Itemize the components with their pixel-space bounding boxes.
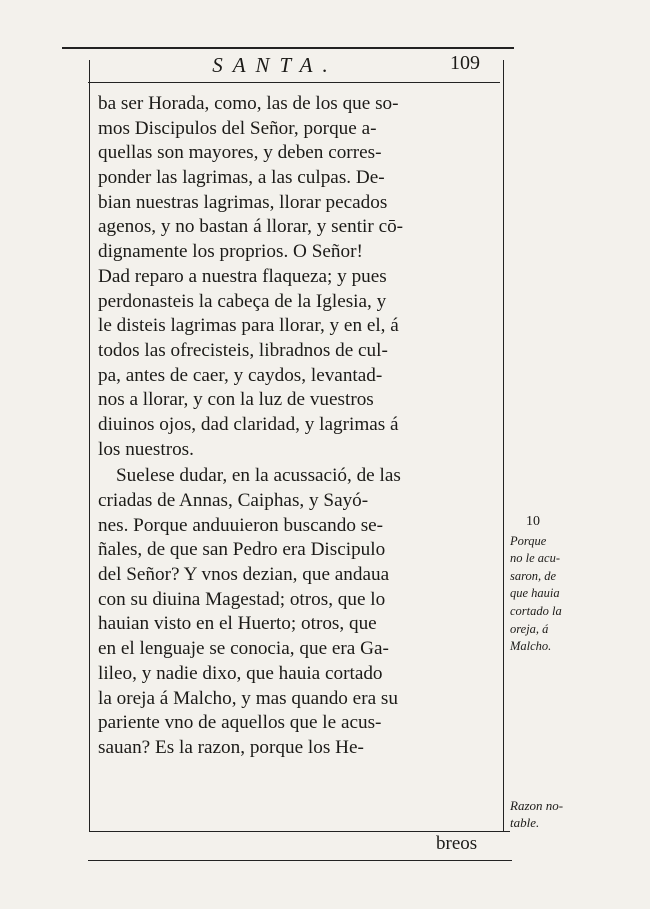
text-line: todos las ofrecisteis, libradnos de cul- [98, 339, 388, 361]
text-line: le disteis lagrimas para llorar, y en el, á [98, 315, 399, 337]
text-line: perdonasteis la cabeça de la Iglesia, y [98, 290, 387, 312]
text-line: quellas son mayores, y deben corres- [98, 142, 382, 164]
margin-note-line: oreja, á [510, 621, 549, 636]
text-line: dignamente los proprios. O Señor! [98, 241, 363, 263]
right-frame-rule [503, 60, 504, 832]
text-line: en el lenguaje se conocia, que era Ga- [98, 638, 389, 660]
text-line: agenos, y no bastan á llorar, y sentir cō- [98, 216, 404, 238]
text-line: Dad reparo a nuestra flaqueza; y pues [98, 265, 387, 287]
text-line: sauan? Es la razon, porque los He- [98, 736, 364, 758]
bottom-rule [90, 831, 510, 832]
margin-note-line: que hauia [510, 586, 560, 601]
margin-note-line: no le acu- [510, 551, 560, 566]
margin-note-line: cortado la [510, 603, 562, 618]
text-line: nos a llorar, y con la luz de vuestros [98, 389, 374, 411]
text-line: pa, antes de caer, y caydos, levantad- [98, 364, 383, 386]
text-line: la oreja á Malcho, y mas quando era su [98, 687, 398, 709]
text-line: mos Discipulos del Señor, porque a- [98, 117, 377, 139]
running-title: SANTA. [212, 53, 338, 77]
margin-note-razon [510, 797, 620, 831]
margin-note-line: Razon no- [510, 798, 564, 813]
catch-word: breos [436, 833, 478, 854]
text-line: Suelese dudar, en la acussació, de las [116, 465, 401, 487]
text-line: con su diuina Magestad; otros, que lo [98, 588, 386, 610]
margin-note-number: 10 [526, 514, 540, 529]
margin-note-line: Porque [510, 533, 547, 548]
text-line: diuinos ojos, dad claridad, y lagrimas á [98, 413, 399, 435]
text-line: criadas de Annas, Caiphas, y Sayó- [98, 490, 369, 511]
text-line: nes. Porque anduuieron buscando se- [98, 514, 384, 536]
text-line: bian nuestras lagrimas, llorar pecados [98, 191, 388, 213]
text-line: pariente vno de aquellos que le acus- [98, 712, 382, 734]
text-line: ponder las lagrimas, a las culpas. De- [98, 167, 385, 189]
margin-note-10 [510, 513, 620, 656]
margin-note-line: saron, de [510, 568, 557, 583]
body-text [98, 92, 498, 761]
margin-note-line: table. [510, 815, 540, 830]
text-line: lileo, y nadie dixo, que hauia cortado [98, 662, 383, 684]
text-line: los nuestros. [98, 438, 194, 460]
page-number: 109 [450, 52, 480, 74]
left-frame-rule [89, 60, 90, 832]
header-rule [88, 82, 500, 83]
text-line: hauian visto en el Huerto; otros, que [98, 613, 377, 635]
text-line: ñales, de que san Pedro era Discipulo [98, 539, 386, 561]
top-rule [62, 47, 514, 49]
text-line: ba ser Horada, como, las de los que so- [98, 93, 399, 114]
paragraph-1 [98, 92, 498, 462]
text-line: del Señor? Y vnos dezian, que andaua [98, 564, 390, 586]
bottom-outer-rule [88, 860, 512, 861]
paragraph-2 [98, 464, 498, 760]
margin-note-line: Malcho. [510, 639, 552, 654]
